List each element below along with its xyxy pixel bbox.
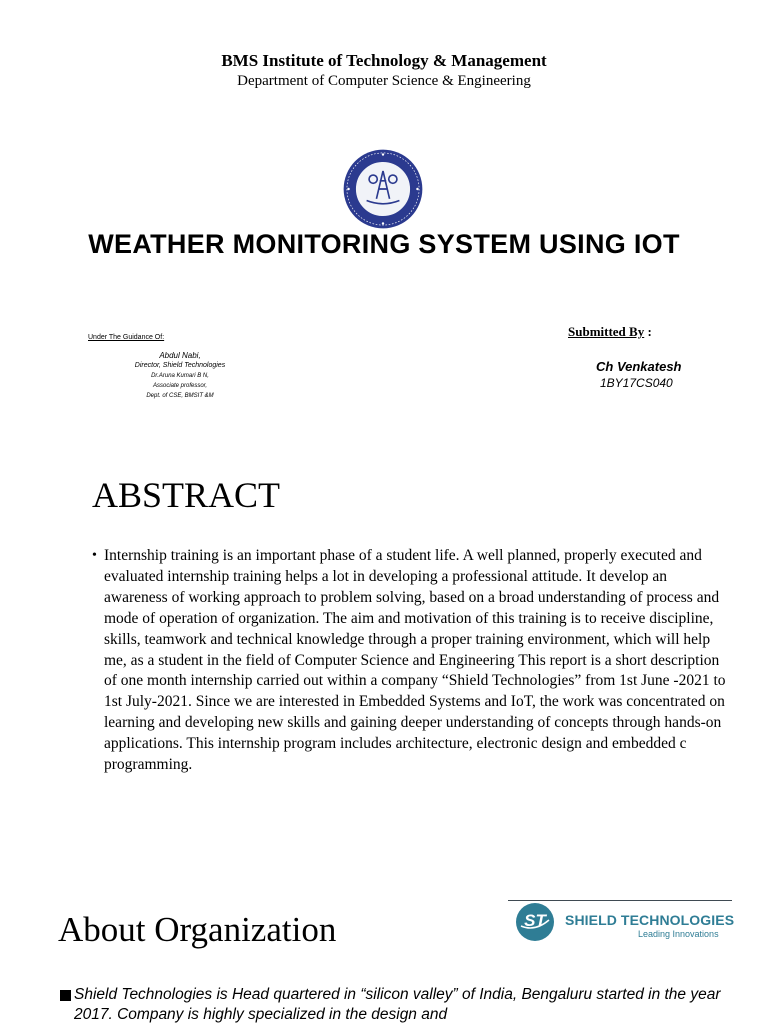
guide2-name: Dr.Aruna Kumari B N, bbox=[151, 373, 209, 379]
submitted-by-colon: : bbox=[644, 324, 652, 339]
report-title: WEATHER MONITORING SYSTEM USING IOT bbox=[88, 229, 680, 259]
submitted-by-text: Submitted By bbox=[568, 324, 645, 339]
abstract-paragraph bbox=[92, 546, 732, 776]
square-bullet-icon bbox=[60, 990, 71, 1001]
submitted-by-label bbox=[568, 324, 652, 340]
guidance-heading: Under The Guidance Of: bbox=[88, 334, 165, 341]
student-usn: 1BY17CS040 bbox=[600, 376, 673, 390]
company-logo-tagline: Leading Innovations bbox=[638, 929, 719, 939]
logo-mark: ST bbox=[524, 911, 546, 930]
guidance-block bbox=[95, 351, 265, 401]
shield-technologies-logo-icon bbox=[515, 902, 555, 942]
organization-heading: About Organization bbox=[58, 910, 337, 949]
abstract-text: Internship training is an important phase of a student life. A well planned, properly executed and evaluated internship training helps a lot in developing a professional attitude. It develop an awareness of working approach to problem solving, based on a broad understanding of process and mode of operation of organization. The aim and motivation of this training is to receive discipline, skills, teamwork and technical knowledge through a proper training environment, which will help me, as a student in the field of Computer Science and Engineering This report is a short description of one month internship carried out within a company “Shield Technologies” from 1st June -2021 to 1st July-2021. Since we are interested in Embedded Systems and IoT, the work was concentrated on learning and developing new skills and gaining deeper understanding of concepts through hands-on applications. This internship program includes architecture, electronic design and embedded c programming. bbox=[104, 547, 726, 774]
abstract-heading: ABSTRACT bbox=[92, 475, 281, 515]
guide2-dept: Dept. of CSE, BMSIT &M bbox=[146, 393, 214, 399]
bullet-icon: • bbox=[92, 548, 97, 563]
guide2-role: Associate professor, bbox=[152, 383, 208, 389]
guide1-role: Director, Shield Technologies bbox=[134, 362, 226, 369]
student-name: Ch Venkatesh bbox=[596, 359, 682, 374]
guide1-name: Abdul Nabi, bbox=[159, 351, 201, 360]
department-name: Department of Computer Science & Engineering bbox=[237, 73, 531, 89]
college-seal-icon bbox=[342, 148, 424, 230]
organization-text: Shield Technologies is Head quartered in “silicon valley” of India, Bengaluru started in the year 2017. Company is highly specialized in the design and bbox=[74, 986, 721, 1023]
institution-name: BMS Institute of Technology & Management bbox=[221, 51, 547, 70]
organization-paragraph bbox=[60, 985, 740, 1025]
company-logo-name: SHIELD TECHNOLOGIES bbox=[565, 912, 735, 928]
divider bbox=[508, 900, 732, 901]
